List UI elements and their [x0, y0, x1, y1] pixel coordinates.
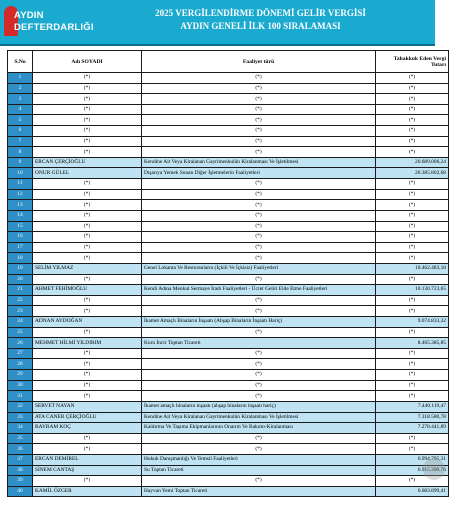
table-row	[8, 94, 449, 105]
table-row	[8, 338, 449, 349]
table-row	[8, 232, 449, 243]
cell-amount: (*)	[376, 306, 449, 317]
cell-amount: 6.915.390,76	[376, 465, 449, 476]
table-row	[8, 83, 449, 94]
cell-no: 5	[8, 115, 33, 126]
cell-activity: (*)	[142, 274, 376, 285]
cell-no: 17	[8, 242, 33, 253]
defterdarlik-logo	[4, 4, 96, 40]
cell-amount: (*)	[376, 433, 449, 444]
table-row	[8, 486, 449, 497]
cell-name: MEHMET HİLMİ YILDIRIM	[33, 338, 142, 349]
cell-no: 24	[8, 317, 33, 328]
cell-activity: (*)	[142, 348, 376, 359]
cell-amount: (*)	[376, 274, 449, 285]
cell-name: (*)	[33, 126, 142, 137]
cell-activity: (*)	[142, 73, 376, 84]
table-row	[8, 210, 449, 221]
cell-no: 40	[8, 486, 33, 497]
cell-activity: Kendine Ait Veya Kiralanan Gayrimenkulün Kiralanması Ve İşletilmesi	[142, 157, 376, 168]
cell-no: 26	[8, 338, 33, 349]
table-row	[8, 306, 449, 317]
cell-no: 13	[8, 200, 33, 211]
cell-no: 30	[8, 380, 33, 391]
cell-activity: Kaldırma Ve Taşıma Ekipmanlarının Onarım Ve Bakımı-Kiralanması	[142, 423, 376, 434]
cell-no: 23	[8, 306, 33, 317]
cell-activity: Dışarıya Yemek Sunan Diğer İşletmelerin Faaliyetleri	[142, 168, 376, 179]
cell-name: (*)	[33, 232, 142, 243]
table-row	[8, 147, 449, 158]
table-row	[8, 136, 449, 147]
ranking-table-container	[7, 50, 446, 497]
cell-no: 6	[8, 126, 33, 137]
cell-name: (*)	[33, 179, 142, 190]
cell-activity: (*)	[142, 189, 376, 200]
cell-activity: (*)	[142, 444, 376, 455]
cell-name: (*)	[33, 104, 142, 115]
cell-name: ADNAN AYDOĞAN	[33, 317, 142, 328]
table-row	[8, 73, 449, 84]
table-row	[8, 200, 449, 211]
cell-amount: (*)	[376, 391, 449, 402]
table-row	[8, 179, 449, 190]
cell-name: (*)	[33, 73, 142, 84]
cell-name: (*)	[33, 200, 142, 211]
cell-name: (*)	[33, 391, 142, 402]
cell-activity: (*)	[142, 136, 376, 147]
cell-amount: (*)	[376, 295, 449, 306]
table-row	[8, 104, 449, 115]
table-row	[8, 189, 449, 200]
cell-no: 20	[8, 274, 33, 285]
cell-name: (*)	[33, 242, 142, 253]
cell-activity: (*)	[142, 391, 376, 402]
table-row	[8, 263, 449, 274]
cell-no: 36	[8, 444, 33, 455]
cell-no: 31	[8, 391, 33, 402]
cell-no: 32	[8, 401, 33, 412]
cell-activity: Kendi Adına Menkul Sermaye İradı Faaliyetleri - Ücret Geliri Elde Etme Faaliyetleri	[142, 285, 376, 296]
cell-amount: (*)	[376, 370, 449, 381]
cell-amount: 7.440.119,47	[376, 401, 449, 412]
cell-no: 35	[8, 433, 33, 444]
cell-amount: 20.385.802,68	[376, 168, 449, 179]
cell-no: 12	[8, 189, 33, 200]
cell-no: 16	[8, 232, 33, 243]
cell-name: BAYRAM KOÇ	[33, 423, 142, 434]
cell-amount: 10.130.723,65	[376, 285, 449, 296]
cell-name: (*)	[33, 221, 142, 232]
cell-name: ERCAN ÇERÇİOĞLU	[33, 157, 142, 168]
cell-no: 27	[8, 348, 33, 359]
cell-name: (*)	[33, 210, 142, 221]
cell-no: 10	[8, 168, 33, 179]
cell-amount: (*)	[376, 179, 449, 190]
cell-activity: (*)	[142, 104, 376, 115]
cell-name: (*)	[33, 253, 142, 264]
cell-amount: 20.689.006,24	[376, 157, 449, 168]
cell-name: SERVET NAYAN	[33, 401, 142, 412]
cell-name: (*)	[33, 444, 142, 455]
table-row	[8, 412, 449, 423]
page-title	[96, 7, 425, 33]
cell-no: 9	[8, 157, 33, 168]
cell-name: (*)	[33, 433, 142, 444]
cell-no: 21	[8, 285, 33, 296]
table-header-row	[8, 51, 449, 73]
table-row	[8, 126, 449, 137]
table-row	[8, 295, 449, 306]
table-row	[8, 285, 449, 296]
cell-amount: (*)	[376, 253, 449, 264]
col-header-amount: Tahakkuk Eden Vergi Tutarı	[376, 51, 449, 73]
cell-no: 4	[8, 104, 33, 115]
cell-no: 39	[8, 476, 33, 487]
col-header-activity: Faaliyet türü	[142, 51, 376, 73]
cell-amount: (*)	[376, 359, 449, 370]
table-row	[8, 444, 449, 455]
cell-name: (*)	[33, 147, 142, 158]
col-header-no: S.No	[8, 51, 33, 73]
cell-activity: (*)	[142, 200, 376, 211]
cell-activity: (*)	[142, 370, 376, 381]
cell-name: ONUR GÜLEL	[33, 168, 142, 179]
cell-no: 37	[8, 454, 33, 465]
cell-amount: (*)	[376, 104, 449, 115]
cell-activity: (*)	[142, 210, 376, 221]
cell-activity: İkamet Amaçlı Binaların İnşaatı (Ahşap Binaların İnşaatı Hariç)	[142, 317, 376, 328]
table-row	[8, 454, 449, 465]
title-line-1: 2025 VERGİLENDİRME DÖNEMİ GELİR VERGİSİ	[155, 8, 366, 18]
table-row	[8, 401, 449, 412]
cell-amount: (*)	[376, 348, 449, 359]
cell-activity: (*)	[142, 221, 376, 232]
cell-activity: (*)	[142, 253, 376, 264]
table-row	[8, 359, 449, 370]
cell-amount: 8.465.385,85	[376, 338, 449, 349]
cell-amount: 10.462.483,18	[376, 263, 449, 274]
table-row	[8, 380, 449, 391]
cell-activity: Hukuk Danışmanlığı Ve Temsil Faaliyetleri	[142, 454, 376, 465]
cell-activity: İkamet amaçlı binaların inşaatı (ahşap binaların inşaatı hariç)	[142, 401, 376, 412]
cell-activity: (*)	[142, 327, 376, 338]
table-row	[8, 115, 449, 126]
cell-no: 7	[8, 136, 33, 147]
cell-amount: (*)	[376, 94, 449, 105]
table-row	[8, 433, 449, 444]
cell-amount: (*)	[376, 147, 449, 158]
cell-amount: (*)	[376, 210, 449, 221]
cell-activity: (*)	[142, 242, 376, 253]
cell-name: (*)	[33, 370, 142, 381]
cell-amount: (*)	[376, 73, 449, 84]
cell-amount: 7.278.441,89	[376, 423, 449, 434]
cell-name: (*)	[33, 189, 142, 200]
cell-amount: (*)	[376, 221, 449, 232]
table-row	[8, 423, 449, 434]
cell-name: SELİM YILMAZ	[33, 263, 142, 274]
cell-amount: (*)	[376, 327, 449, 338]
cell-no: 38	[8, 465, 33, 476]
cell-amount: 7.318.580,78	[376, 412, 449, 423]
ranking-table	[7, 50, 449, 497]
cell-amount: (*)	[376, 136, 449, 147]
cell-name: (*)	[33, 327, 142, 338]
cell-name: (*)	[33, 274, 142, 285]
cell-no: 34	[8, 423, 33, 434]
cell-no: 29	[8, 370, 33, 381]
cell-name: SİNEM CANTAŞ	[33, 465, 142, 476]
table-row	[8, 157, 449, 168]
cell-activity: Genel Lokanta Ve Restoranların (İçkili Ve İçkisiz) Faaliyetleri	[142, 263, 376, 274]
logo-text	[14, 10, 94, 34]
cell-amount: 6.683.899,41	[376, 486, 449, 497]
cell-activity: (*)	[142, 476, 376, 487]
cell-activity: (*)	[142, 115, 376, 126]
table-row	[8, 476, 449, 487]
cell-amount: (*)	[376, 126, 449, 137]
cell-no: 11	[8, 179, 33, 190]
table-row	[8, 317, 449, 328]
cell-no: 18	[8, 253, 33, 264]
cell-activity: (*)	[142, 126, 376, 137]
cell-no: 22	[8, 295, 33, 306]
cell-activity: (*)	[142, 359, 376, 370]
cell-name: (*)	[33, 115, 142, 126]
cell-activity: Su Toptan Ticareti	[142, 465, 376, 476]
logo-line-1: AYDIN	[14, 10, 44, 21]
watermark-icon	[423, 458, 445, 480]
cell-amount: (*)	[376, 476, 449, 487]
cell-name: ATA CANER ÇERÇİOĞLU	[33, 412, 142, 423]
cell-activity: (*)	[142, 179, 376, 190]
cell-amount: 9.074.833,32	[376, 317, 449, 328]
title-line-2: AYDIN GENELİ İLK 100 SIRALAMASI	[180, 21, 341, 31]
cell-activity: Hayvan Yemi Toptan Ticareti	[142, 486, 376, 497]
cell-name: (*)	[33, 476, 142, 487]
cell-name: (*)	[33, 83, 142, 94]
cell-name: (*)	[33, 306, 142, 317]
cell-activity: (*)	[142, 94, 376, 105]
table-row	[8, 168, 449, 179]
cell-amount: (*)	[376, 380, 449, 391]
cell-amount: (*)	[376, 200, 449, 211]
cell-no: 28	[8, 359, 33, 370]
cell-no: 14	[8, 210, 33, 221]
table-row	[8, 465, 449, 476]
cell-activity: (*)	[142, 380, 376, 391]
table-row	[8, 370, 449, 381]
cell-activity: (*)	[142, 433, 376, 444]
cell-amount: (*)	[376, 83, 449, 94]
cell-activity: (*)	[142, 232, 376, 243]
cell-name: ERCAN DEMİREL	[33, 454, 142, 465]
cell-amount: (*)	[376, 115, 449, 126]
cell-name: (*)	[33, 295, 142, 306]
table-row	[8, 242, 449, 253]
cell-activity: (*)	[142, 306, 376, 317]
cell-name: (*)	[33, 94, 142, 105]
cell-no: 25	[8, 327, 33, 338]
cell-name: AHMET FEHİMOĞLU	[33, 285, 142, 296]
cell-no: 2	[8, 83, 33, 94]
table-body	[8, 73, 449, 497]
cell-name: (*)	[33, 359, 142, 370]
col-header-name: Adı SOYADI	[33, 51, 142, 73]
cell-name: (*)	[33, 348, 142, 359]
cell-no: 33	[8, 412, 33, 423]
cell-activity: (*)	[142, 83, 376, 94]
cell-activity: Kendine Ait Veya Kiralanan Gayrimenkulün Kiralanması Ve İşletilmesi	[142, 412, 376, 423]
table-row	[8, 348, 449, 359]
cell-amount: (*)	[376, 189, 449, 200]
cell-no: 3	[8, 94, 33, 105]
cell-amount: (*)	[376, 232, 449, 243]
cell-no: 8	[8, 147, 33, 158]
cell-name: KAMİL ÖZGER	[33, 486, 142, 497]
table-row	[8, 274, 449, 285]
cell-activity: Kuru İncir Toptan Ticareti	[142, 338, 376, 349]
page-header	[0, 0, 435, 46]
cell-amount: (*)	[376, 444, 449, 455]
cell-amount: 6.994.795,31	[376, 454, 449, 465]
cell-no: 15	[8, 221, 33, 232]
cell-activity: (*)	[142, 295, 376, 306]
cell-activity: (*)	[142, 147, 376, 158]
logo-line-2: DEFTERDARLIĞI	[14, 22, 94, 33]
cell-amount: (*)	[376, 242, 449, 253]
cell-name: (*)	[33, 136, 142, 147]
table-row	[8, 391, 449, 402]
table-row	[8, 221, 449, 232]
cell-no: 1	[8, 73, 33, 84]
table-row	[8, 327, 449, 338]
table-row	[8, 253, 449, 264]
cell-no: 19	[8, 263, 33, 274]
cell-name: (*)	[33, 380, 142, 391]
